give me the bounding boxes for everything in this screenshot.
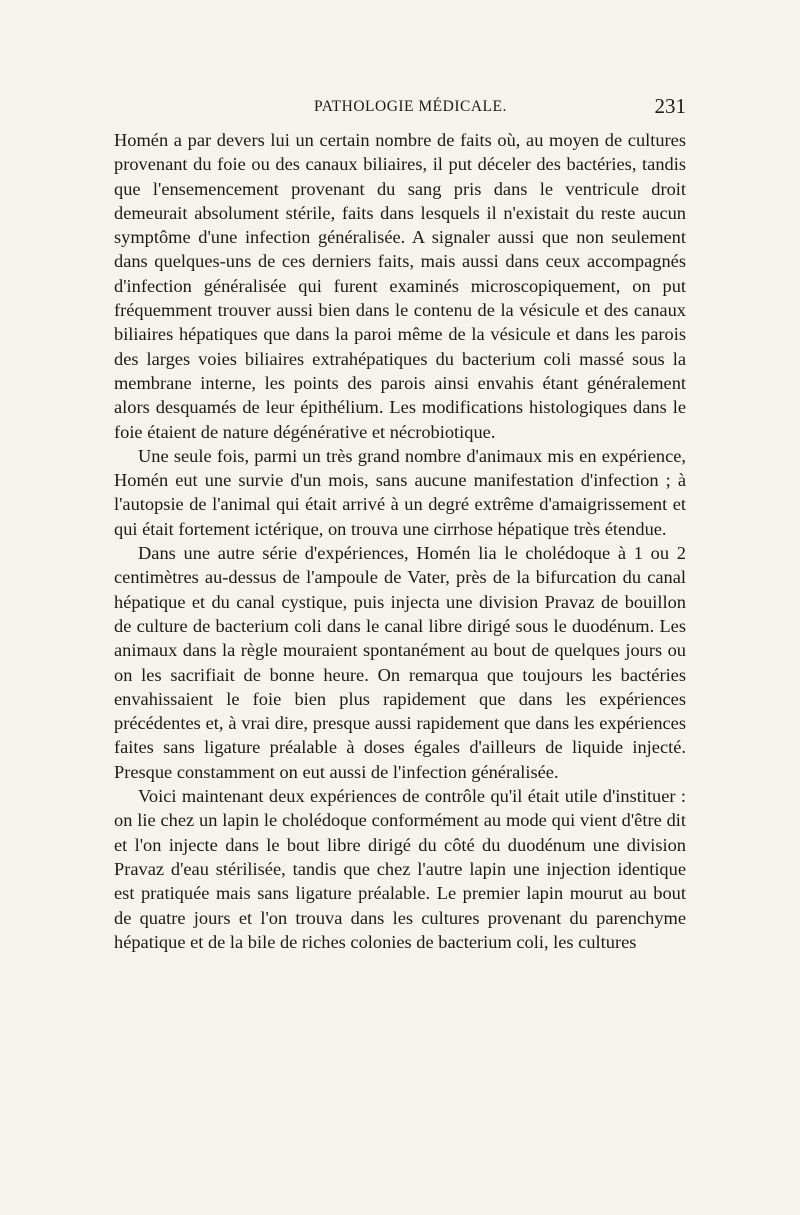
running-title: PATHOLOGIE MÉDICALE. — [314, 98, 507, 115]
paragraph-4: Voici maintenant deux expériences de contrôle qu'il était utile d'instituer : on lie chez un lapin le cholédoque conformément au mode qui vient d'être dit et l'on injecte dans le bout libre dirigé du côté du duodénum une division Pravaz d'eau stérilisée, tandis que chez l'autre lapin une injection identique est pratiquée mais sans ligature préalable. Le premier lapin mourut au bout de quatre jours et l'on trouva dans les cultures provenant du parenchyme hépatique et de la bile de riches colonies de bacterium coli, les cultures — [114, 786, 686, 952]
paragraph-2: Une seule fois, parmi un très grand nombre d'animaux mis en expérience, Homén eut une survie d'un mois, sans aucune manifestation d'infection ; à l'autopsie de l'animal qui était arrivé à un degré extrême d'amaigrissement et qui était fortement ictérique, on trouva une cirrhose hépatique très étendue. — [114, 445, 686, 539]
book-page — [114, 94, 686, 954]
paragraph-3: Dans une autre série d'expériences, Homén lia le cholédoque à 1 ou 2 centimètres au-dessus de l'ampoule de Vater, près de la bifurcation du canal hépatique et du canal cystique, puis injecta une division Pravaz de bouillon de culture de bacterium coli dans le canal libre dirigé sous le duodénum. Les animaux dans la règle mouraient spontanément au bout de quelques jours ou on les sacrifiait de bonne heure. On remarqua que toujours les bactéries envahissaient le foie bien plus rapidement que dans les expériences précédentes et, à vrai dire, presque aussi rapidement que dans les expériences faites sans ligature préalable à doses égales d'ailleurs de liquide injecté. Presque constamment on eut aussi de l'infection généralisée. — [114, 543, 686, 782]
page-number: 231 — [654, 94, 686, 118]
paragraph-1: Homén a par devers lui un certain nombre de faits où, au moyen de cultures provenant du foie ou des canaux biliaires, il put déceler des bactéries, tandis que l'ensemencement provenant du sang pris dans le ventricule droit demeurait absolument stérile, faits dans lesquels il n'existait du reste aucun symptôme d'une infection généralisée. A signaler aussi que non seulement dans quelques-uns de ces derniers faits, mais aussi dans ceux accompagnés d'infection généralisée qui furent examinés microscopiquement, on put fréquemment trouver aussi bien dans le contenu de la vésicule et des canaux biliaires hépatiques que dans la paroi même de la vésicule et dans les parois des larges voies biliaires extrahépatiques du bacterium coli massé sous la membrane interne, les points des parois ainsi envahis étant généralement alors desquamés de leur épithélium. Les modifications histologiques dans le foie étaient de nature dégénérative et nécrobiotique. — [114, 130, 686, 442]
body-text — [114, 128, 686, 954]
running-head — [114, 94, 686, 128]
